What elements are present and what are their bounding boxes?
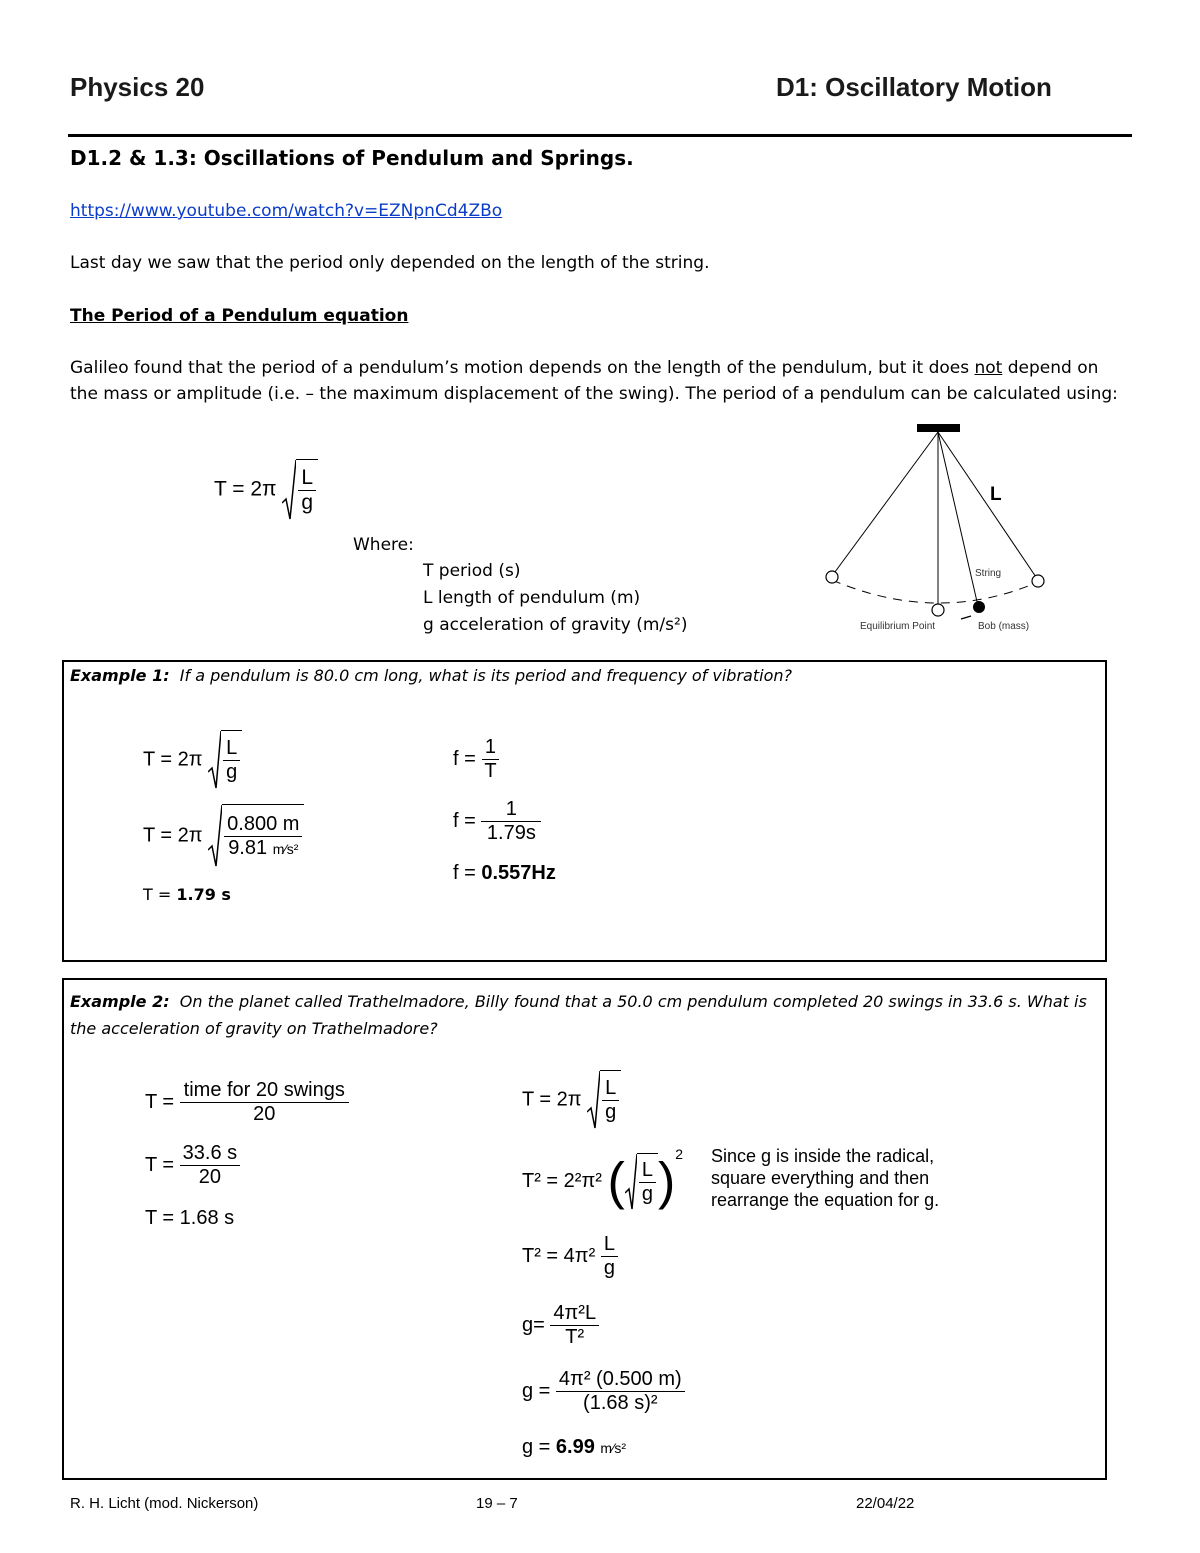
- ex1-f1-lhs: f =: [453, 747, 476, 770]
- footer-page: 19 – 7: [476, 1495, 518, 1512]
- ex2-time-substitution: [145, 1142, 240, 1189]
- ex2-b3-lhs: T² = 4π²: [522, 1244, 596, 1267]
- example-1-label: Example 1:: [70, 666, 170, 685]
- ex2-a1-lhs: T =: [145, 1090, 175, 1113]
- ex2-b4-den: T²: [565, 1326, 585, 1348]
- header-rule: [68, 134, 1132, 137]
- string-right: [938, 432, 1038, 580]
- right-paren-icon: ): [657, 1152, 676, 1211]
- ex1-period-formula: [143, 730, 242, 790]
- ex2-b3-den: g: [603, 1257, 615, 1279]
- example-1-question: If a pendulum is 80.0 cm long, what is its period and frequency of vibration?: [179, 666, 792, 685]
- ex2-period-result: T = 1.68 s: [145, 1207, 235, 1229]
- ex1-sub-den: 9.81: [228, 837, 268, 859]
- bob-arrow: [961, 616, 971, 619]
- paragraph-part1: Galileo found that the period of a pendulum’s motion depends on the length of the pendulum, but it does: [70, 358, 975, 378]
- ex2-b5-den: (1.68 s)²: [583, 1392, 658, 1414]
- intro-text: Last day we saw that the period only depended on the length of the string.: [70, 253, 710, 273]
- ex1-sub-lhs: T = 2π: [143, 824, 203, 847]
- formula-denominator: g: [301, 491, 314, 514]
- ex1-f2-lhs: f =: [453, 809, 476, 832]
- subheading: The Period of a Pendulum equation: [70, 306, 409, 326]
- pendulum-diagram: [820, 420, 1060, 635]
- ex2-b3-num: L: [601, 1233, 618, 1257]
- ex2-b1-lhs: T = 2π: [522, 1088, 582, 1111]
- ex2-b6-value: 6.99: [555, 1436, 595, 1458]
- ex2-b2-lhs: T² = 2²π²: [522, 1170, 602, 1192]
- sqrt-icon: [625, 1153, 658, 1211]
- where-label: Where:: [353, 535, 414, 555]
- ex1-result-lhs: T =: [143, 885, 177, 904]
- ex1-substitution: [143, 804, 304, 868]
- ex1-formula-num: L: [223, 737, 240, 761]
- where-item-gravity: g acceleration of gravity (m/s²): [423, 615, 688, 635]
- ex2-b1-num: L: [602, 1077, 619, 1101]
- string-left: [832, 432, 938, 576]
- formula-lhs: T = 2π: [214, 477, 277, 501]
- ex1-f3-lhs: f =: [453, 862, 482, 884]
- ex2-b4-num: 4π²L: [550, 1302, 599, 1326]
- example-2-label: Example 2:: [70, 992, 170, 1011]
- ex2-b2-num: L: [639, 1159, 656, 1183]
- where-item-length: L length of pendulum (m): [423, 588, 641, 608]
- ex2-a1-num: time for 20 swings: [180, 1079, 349, 1103]
- ex1-frequency-substitution: [453, 798, 541, 845]
- ex2-b1-den: g: [605, 1101, 617, 1123]
- example-2-title: [70, 988, 1100, 1042]
- length-label: L: [990, 484, 1002, 505]
- section-title: D1.2 & 1.3: Oscillations of Pendulum and Springs.: [70, 146, 634, 170]
- ex2-g-result: [522, 1436, 626, 1459]
- ex2-time-per-swing: [145, 1079, 349, 1126]
- ex1-f2-num: 1: [481, 798, 541, 822]
- ex2-a2-den: 20: [198, 1166, 222, 1188]
- ex2-b4-lhs: g=: [522, 1313, 545, 1336]
- ex2-g-substitution: [522, 1368, 685, 1415]
- ex1-f2-den: 1.79s: [486, 822, 536, 844]
- left-paren-icon: (: [607, 1152, 625, 1211]
- ex1-frequency-formula: [453, 736, 500, 783]
- string-bob: [938, 432, 978, 606]
- ex1-f1-num: 1: [482, 736, 499, 760]
- sqrt-icon: [208, 730, 242, 790]
- paragraph-part2: depend on the mass or amplitude (i.e. – the maximum displacement of the swing). The period of a pendulum can be calculated using:: [70, 358, 1118, 404]
- bob-left-outline: [826, 571, 838, 583]
- ex2-squared-formula: [522, 1146, 683, 1211]
- footer-author: R. H. Licht (mod. Nickerson): [70, 1495, 259, 1512]
- sqrt-icon: [208, 804, 304, 868]
- ex1-period-result: [143, 885, 231, 904]
- course-title: Physics 20: [70, 72, 205, 102]
- ex2-rearranged: [522, 1302, 599, 1349]
- ex1-formula-lhs: T = 2π: [143, 748, 203, 771]
- example-2-question: On the planet called Trathelmadore, Billy found that a 50.0 cm pendulum completed 20 swings in 33.6 s. What is the acceleration of gravity on Trathelmadore?: [70, 992, 1087, 1038]
- ex2-b5-lhs: g =: [522, 1379, 551, 1402]
- ex2-b2-den: g: [641, 1182, 653, 1205]
- sqrt-icon: [587, 1070, 621, 1130]
- example-1-title: [70, 666, 792, 685]
- ex2-a2-num: 33.6 s: [180, 1142, 240, 1166]
- where-item-period: T period (s): [423, 561, 521, 581]
- youtube-link[interactable]: https://www.youtube.com/watch?v=EZNpnCd4ZBo: [70, 201, 503, 221]
- ex1-sub-unit: m⁄s²: [272, 841, 299, 857]
- bob-right-outline: [1032, 575, 1044, 587]
- ex2-note: Since g is inside the radical, square everything and then rearrange the equation for g.: [711, 1146, 940, 1210]
- ex1-f3-value: 0.557Hz: [481, 862, 556, 884]
- ex2-b6-unit: m⁄s²: [600, 1440, 627, 1456]
- ex2-a2-lhs: T =: [145, 1153, 175, 1176]
- ex2-b5-num: 4π² (0.500 m): [556, 1368, 685, 1392]
- bob-label: Bob (mass): [978, 621, 1030, 632]
- galileo-paragraph: [70, 355, 1130, 407]
- ex2-period-formula: [522, 1070, 621, 1130]
- swing-arc: [832, 580, 1038, 603]
- string-label: String: [975, 568, 1002, 579]
- period-formula: [214, 459, 318, 521]
- unit-title: D1: Oscillatory Motion: [776, 72, 1052, 102]
- ex1-frequency-result: [453, 862, 556, 885]
- ex1-formula-den: g: [226, 761, 238, 783]
- formula-numerator: L: [298, 466, 316, 491]
- equilibrium-label: Equilibrium Point: [860, 621, 936, 632]
- ex1-result-value: 1.79 s: [176, 885, 231, 904]
- pivot-bar: [917, 424, 960, 432]
- sqrt-icon: [282, 459, 318, 521]
- footer-date: 22/04/22: [856, 1495, 915, 1512]
- ex1-sub-num: 0.800 m: [224, 813, 302, 837]
- bob-equilibrium-outline: [932, 604, 944, 616]
- paragraph-emphasis: not: [974, 358, 1003, 378]
- ex2-b2-exponent: 2: [675, 1146, 684, 1162]
- ex2-a1-den: 20: [253, 1103, 276, 1125]
- bob-mass: [973, 601, 985, 613]
- ex2-b6-lhs: g =: [522, 1436, 556, 1458]
- ex1-f1-den: T: [484, 760, 497, 782]
- ex2-simplified: [522, 1233, 618, 1280]
